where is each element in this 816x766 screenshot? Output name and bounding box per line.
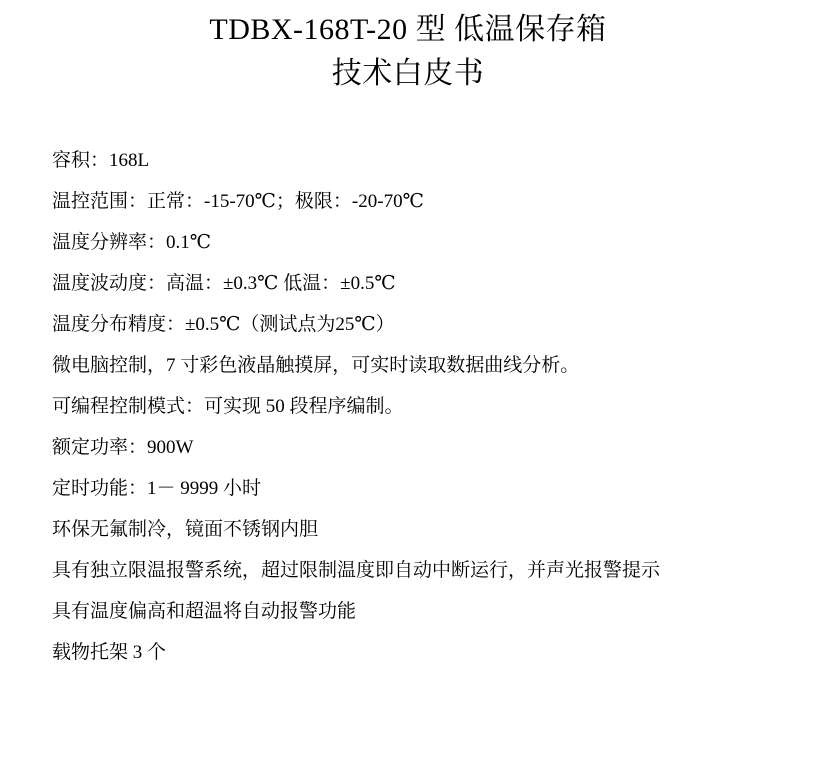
specification-list [0,140,816,673]
spec-item: 载物托架 3 个 [52,642,167,663]
spec-item: 温度分布精度：±0.5℃（测试点为25℃） [52,314,395,335]
spec-item: 温度波动度：高温：±0.3℃ 低温：±0.5℃ [52,273,396,294]
spec-item: 额定功率：900W [52,437,194,458]
spec-item: 环保无氟制冷，镜面不锈钢内胆 [52,519,319,540]
spec-item: 容积：168L [52,150,150,171]
spec-item: 微电脑控制，7 寸彩色液晶触摸屏，可实时读取数据曲线分析。 [52,355,580,376]
spec-item: 温控范围：正常：-15-70℃；极限：-20-70℃ [52,191,424,212]
title-line-2: 技术白皮书 [331,57,485,90]
spec-item: 具有温度偏高和超温将自动报警功能 [52,601,357,622]
spec-item: 可编程控制模式：可实现 50 段程序编制。 [52,396,404,417]
spec-item: 定时功能：1－ 9999 小时 [52,478,262,499]
title-line-1: TDBX-168T-20 型 低温保存箱 [209,13,607,46]
document-title [0,8,816,96]
spec-item: 具有独立限温报警系统，超过限制温度即自动中断运行，并声光报警提示 [52,560,661,581]
document-page [0,8,816,766]
spec-item: 温度分辨率：0.1℃ [52,232,212,253]
